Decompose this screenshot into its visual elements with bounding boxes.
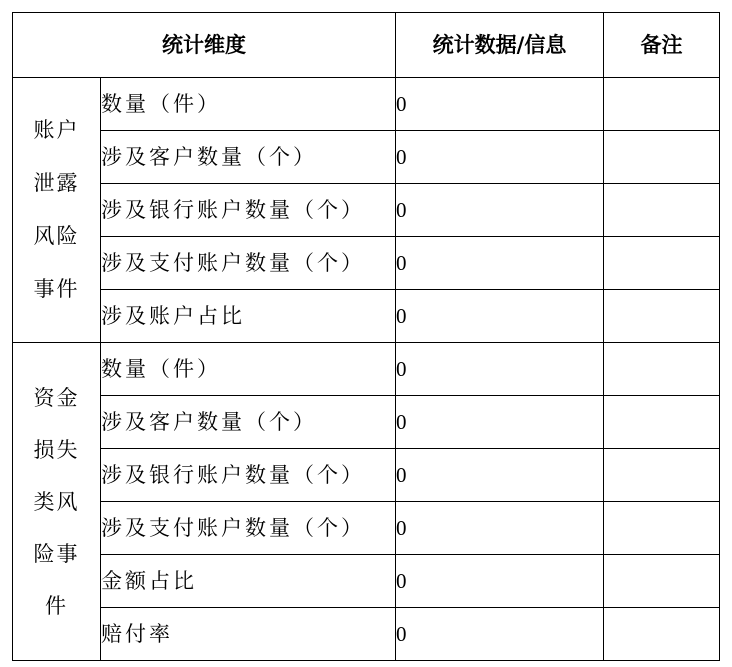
- note-cell: [604, 290, 720, 343]
- value-cell: 0: [396, 237, 604, 290]
- category-label: 资金损失类风险事件: [33, 385, 80, 618]
- item-cell: 赔付率: [101, 608, 396, 661]
- note-cell: [604, 237, 720, 290]
- table-row: [13, 396, 720, 449]
- note-cell: [604, 396, 720, 449]
- item-cell: 涉及账户占比: [101, 290, 396, 343]
- item-cell: 涉及银行账户数量（个）: [101, 184, 396, 237]
- value-cell: 0: [396, 555, 604, 608]
- table-row: [13, 502, 720, 555]
- note-cell: [604, 608, 720, 661]
- table-row: [13, 608, 720, 661]
- category-label: 账户泄露风险事件: [33, 118, 80, 301]
- value-cell: 0: [396, 502, 604, 555]
- item-cell: 涉及支付账户数量（个）: [101, 237, 396, 290]
- note-cell: [604, 78, 720, 131]
- value-cell: 0: [396, 290, 604, 343]
- item-cell: 涉及客户数量（个）: [101, 396, 396, 449]
- table-row: [13, 184, 720, 237]
- item-cell: 涉及支付账户数量（个）: [101, 502, 396, 555]
- table-row: [13, 449, 720, 502]
- table-row: [13, 78, 720, 131]
- item-cell: 数量（件）: [101, 78, 396, 131]
- value-cell: 0: [396, 343, 604, 396]
- table-row: [13, 343, 720, 396]
- value-cell: 0: [396, 131, 604, 184]
- statistics-table: [12, 12, 720, 661]
- header-dimension: 统计维度: [13, 13, 396, 78]
- item-cell: 数量（件）: [101, 343, 396, 396]
- note-cell: [604, 555, 720, 608]
- table-row: [13, 290, 720, 343]
- table-row: [13, 131, 720, 184]
- table-header-row: [13, 13, 720, 78]
- item-cell: 涉及银行账户数量（个）: [101, 449, 396, 502]
- value-cell: 0: [396, 449, 604, 502]
- value-cell: 0: [396, 396, 604, 449]
- note-cell: [604, 449, 720, 502]
- table-row: [13, 555, 720, 608]
- item-cell: 涉及客户数量（个）: [101, 131, 396, 184]
- header-data-info: 统计数据/信息: [396, 13, 604, 78]
- value-cell: 0: [396, 184, 604, 237]
- note-cell: [604, 343, 720, 396]
- table-row: [13, 237, 720, 290]
- category-cell: [13, 343, 101, 661]
- value-cell: 0: [396, 608, 604, 661]
- note-cell: [604, 184, 720, 237]
- item-cell: 金额占比: [101, 555, 396, 608]
- header-remark: 备注: [604, 13, 720, 78]
- note-cell: [604, 502, 720, 555]
- category-cell: [13, 78, 101, 343]
- note-cell: [604, 131, 720, 184]
- value-cell: 0: [396, 78, 604, 131]
